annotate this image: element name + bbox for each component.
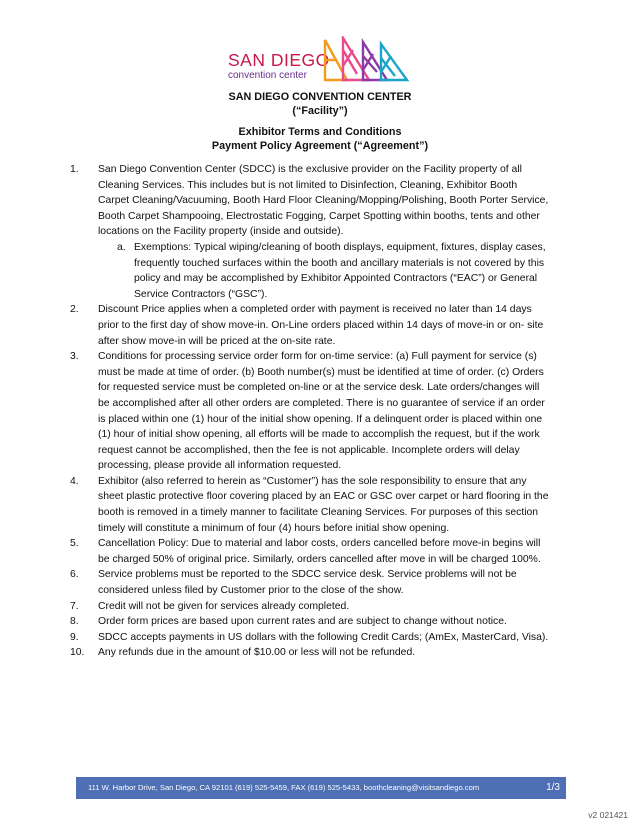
footer-bar bbox=[76, 777, 566, 799]
item-number: 6. bbox=[70, 569, 79, 581]
item-text: Service problems must be reported to the SDCC service desk. Service problems will not be considered unless filed by Customer prior to the close of the show. bbox=[98, 569, 517, 597]
item-text: Any refunds due in the amount of $10.00 or less will not be refunded. bbox=[98, 647, 416, 659]
list-item bbox=[70, 474, 550, 536]
item-text: SDCC accepts payments in US dollars with the following Credit Cards; (AmEx, MasterCard, Visa). bbox=[98, 631, 549, 643]
list-item bbox=[70, 567, 550, 598]
item-text: Credit will not be given for services already completed. bbox=[98, 600, 350, 612]
item-text: San Diego Convention Center (SDCC) is the exclusive provider on the Facility property of all Cleaning Services. This includes but is not limited to Disinfection, Cleaning, Exhibitor Booth Carpet Cleaning/Vacuuming, Booth Hard Floor Cleaning/Mopping/Polishing, Booth Porter Service, Booth Carpet Shampooing, Electrostatic Fogging, Carpet Spotting within booths, tents and other locations on the Facility property (inside and outside). bbox=[98, 164, 549, 238]
item-text: Conditions for processing service order form for on-time service: (a) Full payment for service (s) must be made at time of order. (b) Booth number(s) must be identified at time of order. (c) Orders for requested service must be completed on-line or at the service desk. Late orders/changes will be accomplished after all other orders are completed. There is no guarantee of service if an order is placed within one (1) hour of the initial show opening. If a delinquent order is placed within one (1) hour of initial show opening, all efforts will be made to accomplish the request, but if the work request cannot be accomplished, then the fee is not applicable. Incomplete orders will delay processing, please provide all information requested. bbox=[98, 351, 545, 472]
logo-sub-text: convention center bbox=[228, 70, 307, 81]
item-number: 10. bbox=[70, 647, 85, 659]
item-text: Discount Price applies when a completed order with payment is received no later than 14 days prior to the first day of show move-in. On-Line orders placed within 14 days of move-in or on- site after show move-in will be priced at the on-site rate. bbox=[98, 304, 544, 347]
sub-list-item bbox=[117, 240, 550, 302]
doc-subtitle: Payment Policy Agreement (“Agreement”) bbox=[211, 140, 429, 152]
logo-wordmark bbox=[228, 51, 330, 81]
sdcc-logo bbox=[228, 36, 410, 82]
sub-item-text: Exemptions: Typical wiping/cleaning of booth displays, equipment, fixtures, display cases, frequently touched surfaces within the booth and ancillary materials is not covered by this policy and may be accomplished by Exhibitor Appointed Contractors (“EAC”) or General Service Contractors (“GSC”). bbox=[134, 241, 546, 300]
list-item bbox=[70, 630, 550, 646]
logo-sails-icon bbox=[323, 36, 409, 82]
page-number: 1/3 bbox=[546, 782, 560, 793]
logo-main-text: SAN DIEGO bbox=[228, 50, 330, 70]
item-number: 4. bbox=[70, 475, 79, 487]
list-item bbox=[70, 536, 550, 567]
list-item bbox=[70, 645, 550, 661]
item-number: 5. bbox=[70, 538, 79, 550]
terms-list bbox=[70, 162, 550, 661]
item-number: 1. bbox=[70, 164, 79, 175]
footer-contact-text: 111 W. Harbor Drive, San Diego, CA 92101 (619) 525-5459, FAX (619) 525-5433, boothcleaning@visitsandiego.com bbox=[88, 783, 480, 792]
doc-title: Exhibitor Terms and Conditions bbox=[238, 126, 402, 138]
list-item bbox=[70, 162, 550, 302]
list-item bbox=[70, 302, 550, 349]
list-item bbox=[70, 349, 550, 474]
item-text: Order form prices are based upon current rates and are subject to change without notice. bbox=[98, 616, 507, 628]
facility-label: (“Facility”) bbox=[292, 105, 348, 117]
sub-item-letter: a. bbox=[117, 241, 126, 253]
list-item bbox=[70, 599, 550, 615]
item-number: 7. bbox=[70, 600, 79, 612]
item-number: 2. bbox=[70, 304, 79, 316]
item-number: 3. bbox=[70, 351, 79, 363]
org-title: SAN DIEGO CONVENTION CENTER bbox=[228, 91, 412, 103]
item-number: 8. bbox=[70, 616, 79, 628]
item-number: 9. bbox=[70, 631, 79, 643]
version-label: v2 021421 bbox=[588, 810, 628, 820]
item-text: Cancellation Policy: Due to material and labor costs, orders cancelled before move-in begins will be charged 50% of original price. Similarly, orders cancelled after move in will be charged 100%. bbox=[98, 538, 541, 565]
list-item bbox=[70, 614, 550, 630]
item-text: Exhibitor (also referred to herein as “Customer”) has the sole responsibility to ensure that any sheet plastic protective floor covering placed by an EAC or GSC over carpet or hard flooring in the booth is removed in a timely manner to facilitate Cleaning Services. For purposes of this section timely will constitute a minimum of four (4) hours before initial show opening. bbox=[98, 475, 549, 534]
